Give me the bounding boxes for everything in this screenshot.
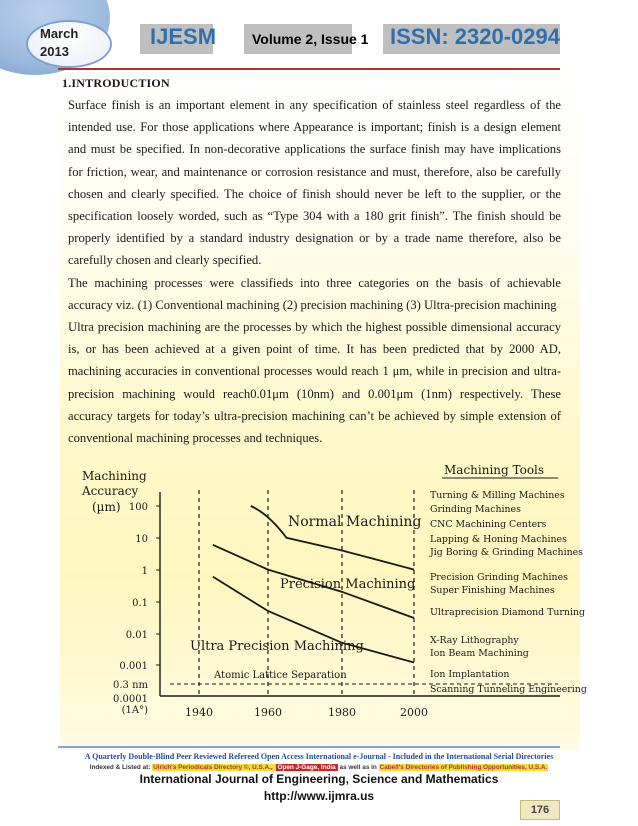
y-tick-label-7: 0.0001 <box>113 694 148 705</box>
series-label-0: Normal Machining <box>288 514 422 530</box>
issue-year: 2013 <box>40 44 69 59</box>
tool-item-8: X-Ray Lithography <box>430 635 519 646</box>
tool-item-7: Ultraprecision Diamond Turning <box>430 607 585 618</box>
y-tick-label-7-b: (1A°) <box>121 705 148 716</box>
footer-indexed-label: Indexed & Listed at: <box>89 764 153 771</box>
y-tick-label-3: 0.1 <box>132 598 148 609</box>
footer-url[interactable]: http://www.ijmra.us <box>263 789 375 803</box>
y-tick-label-2: 1 <box>141 566 148 577</box>
y-tick-label-0: 100 <box>128 502 148 513</box>
y-tick-label-6: 0.3 nm <box>112 680 148 691</box>
tool-item-4: Jig Boring & Grinding Machines <box>430 547 583 558</box>
volume-issue: Volume 2, Issue 1 <box>252 31 369 47</box>
annotation-atomic-lattice: Atomic Lattice Separation <box>214 670 347 681</box>
tools-title <box>442 463 558 478</box>
paragraph-1: Surface finish is an important element in any specification of stainless steel regardless of the intended use. For those applications where Appearance is important; finish is a design element and must be specified. In non-decorative applications the surface finish may have implications for friction, wear, and maintenance or corrosion resistance and must, therefore, also be carefully chosen and clearly specified. The choice of finish should never be left to the supplier, or the specification loosely worded, such as “Type 304 with a 180 grit finish”. The finish should be properly identified by a standard industry designation or by a trade name therefore, also be carefully chosen and clearly specified. <box>68 98 561 268</box>
footer-journal-title: International Journal of Engineering, Science and Mathematics <box>139 772 499 786</box>
paragraph-2: The machining processes were classifieds into three categories on the basis of achievable accuracy viz. (1) Conventional machining (2) precision machining (3) Ultra-precision machining <box>68 275 561 312</box>
x-tick-label-2000: 2000 <box>400 706 428 719</box>
footer-jgage: Open J-Gage, India <box>277 764 336 771</box>
tool-item-9: Ion Beam Machining <box>430 648 529 659</box>
machining-accuracy-chart <box>70 458 587 722</box>
chart-tools-list <box>429 490 587 695</box>
tool-item-10: Ion Implantation <box>430 669 510 680</box>
y-tick-label-1: 10 <box>135 534 148 545</box>
tool-item-11: Scanning Tunneling Engineering <box>430 684 587 695</box>
footer-divider <box>58 746 560 748</box>
section-body <box>68 94 561 449</box>
y-axis-title-line1: Machining <box>82 469 147 483</box>
tool-item-6: Super Finishing Machines <box>430 585 555 596</box>
tool-item-5: Precision Grinding Machines <box>430 572 568 583</box>
x-tick-label-1960: 1960 <box>254 706 282 719</box>
footer-cabell: Cabell's Directories of Publishing Opportunities, U.S.A. <box>379 764 548 771</box>
tools-title-text: Machining Tools <box>444 463 545 477</box>
issue-month: March <box>40 26 79 41</box>
y-tick-label-5: 0.001 <box>119 661 148 672</box>
x-tick-label-1940: 1940 <box>185 706 213 719</box>
y-axis-title-line2: Accuracy <box>82 484 139 498</box>
section-heading: 1.INTRODUCTION <box>62 76 170 90</box>
footer-line-1: A Quarterly Double-Blind Peer Reviewed Refereed Open Access International e-Journal - Included in the International Serial Directories <box>84 752 554 761</box>
footer-ulrich: Ulrich's Periodicals Directory ©, U.S.A., <box>153 764 275 771</box>
page-number: 176 <box>520 800 560 820</box>
footer-line-2 <box>0 764 638 771</box>
y-axis-title-line3: (µm) <box>92 500 121 514</box>
footer-as-well: as well as in <box>337 764 379 771</box>
tool-item-1: Grinding Machines <box>430 504 521 515</box>
tool-item-3: Lapping & Honing Machines <box>430 534 567 545</box>
header-divider <box>58 68 560 70</box>
y-tick-label-4: 0.01 <box>125 630 148 641</box>
issn-label: ISSN: 2320-0294 <box>390 24 560 49</box>
tool-item-0: Turning & Milling Machines <box>430 490 565 501</box>
journal-abbrev: IJESM <box>150 24 217 49</box>
series-label-2: Ultra Precision Machining <box>190 639 364 654</box>
paragraph-3: Ultra precision machining are the processes by which the highest possible dimensional accuracy is, or has been achieved at a given point of time. It has been predicted that by 2000 AD, machining accuracies in conventional processes would reach 1 μm, while in precision and ultra-precision machining would reach0.01μm (10nm) and 0.001μm (1nm) respectively. These accuracy targets for today’s ultra-precision machining can’t be achieved by simple extension of conventional machining processes and techniques. <box>68 320 561 446</box>
tool-item-2: CNC Machining Centers <box>430 519 547 530</box>
series-label-1: Precision Machining <box>280 577 416 592</box>
x-tick-label-1980: 1980 <box>328 706 356 719</box>
